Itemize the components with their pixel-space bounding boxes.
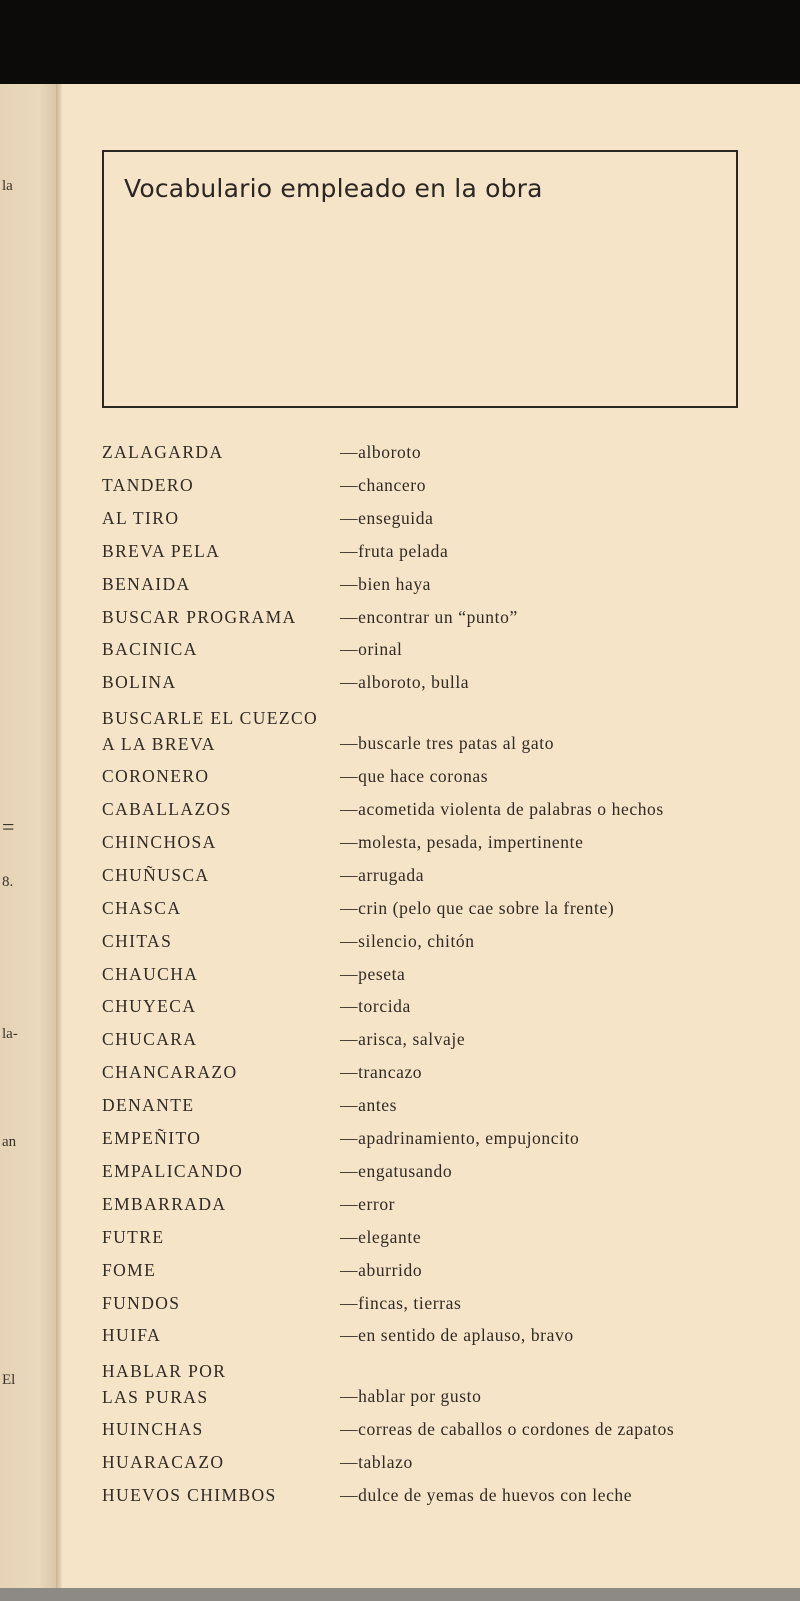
vocabulary-definition: —alboroto, bulla: [340, 672, 470, 693]
vocabulary-definition: —engatusando: [340, 1160, 453, 1181]
vocabulary-definition: —molesta, pesada, impertinente: [340, 831, 584, 852]
vocabulary-definition: —buscarle tres patas al gato: [340, 733, 555, 754]
vocabulary-definition: —apadrinamiento, empujoncito: [340, 1128, 580, 1148]
vocabulary-term: [102, 865, 209, 886]
vocabulary-definition: —trancazo: [340, 1062, 423, 1083]
vocabulary-term: [102, 1358, 226, 1410]
vocabulary-definition: —peseta: [340, 963, 406, 984]
vocabulary-definition: —bien haya: [340, 573, 432, 594]
vocabulary-term: [102, 1029, 197, 1050]
vocabulary-term-line: FUTRE: [102, 1226, 165, 1247]
facing-page-fragment: =: [2, 814, 15, 839]
vocabulary-term: [102, 996, 196, 1017]
vocabulary-term-line: CHUCARA: [102, 1029, 198, 1050]
vocabulary-term: [102, 1419, 204, 1440]
vocabulary-term: [102, 639, 198, 660]
vocabulary-term-line: A LA BREVA: [102, 734, 216, 755]
facing-page-fragment: El: [2, 1372, 16, 1388]
vocabulary-definition: —torcida: [340, 996, 411, 1017]
vocabulary-term-line: EMBARRADA: [102, 1193, 227, 1214]
vocabulary-term-line: CORONERO: [102, 766, 210, 787]
vocabulary-term: [102, 541, 220, 562]
vocabulary-term-line: HUARACAZO: [102, 1452, 225, 1473]
vocabulary-definition: —fruta pelada: [340, 540, 449, 561]
vocabulary-term-line: CHAUCHA: [102, 963, 199, 984]
vocabulary-definition: —arisca, salvaje: [340, 1029, 466, 1050]
vocabulary-term: [102, 964, 198, 985]
vocabulary-term-line: TANDERO: [102, 474, 195, 495]
vocabulary-term-line: BUSCARLE EL CUEZCO: [102, 708, 319, 729]
facing-page-fragment: la: [2, 178, 13, 194]
vocabulary-term: [102, 607, 297, 628]
vocabulary-term-line: HUEVOS CHIMBOS: [102, 1485, 277, 1505]
vocabulary-term: [102, 672, 177, 693]
vocabulary-definition: —correas de caballos o cordones de zapatos: [340, 1419, 675, 1440]
vocabulary-term: [102, 799, 232, 820]
vocabulary-definition: —orinal: [340, 639, 403, 660]
vocabulary-term-line: CABALLAZOS: [102, 799, 232, 819]
document-page: [62, 84, 800, 1588]
vocabulary-definition: —arrugada: [340, 864, 425, 885]
vocabulary-term-line: BUSCAR PROGRAMA: [102, 606, 297, 627]
page-title: Vocabulario empleado en la obra: [124, 174, 543, 203]
vocabulary-term: [102, 832, 217, 853]
vocabulary-term: [102, 1227, 164, 1248]
vocabulary-term-line: CHUYECA: [102, 996, 197, 1017]
vocabulary-term-line: CHUÑUSCA: [102, 864, 210, 885]
vocabulary-term-line: DENANTE: [102, 1095, 195, 1116]
vocabulary-term-line: CHANCARAZO: [102, 1062, 238, 1083]
vocabulary-term: [102, 574, 191, 595]
vocabulary-term: [102, 1062, 238, 1083]
vocabulary-term: [102, 931, 172, 952]
vocabulary-definition: —tablazo: [340, 1452, 413, 1473]
vocabulary-term-line: CHASCA: [102, 897, 182, 918]
vocabulary-term: [102, 1452, 224, 1473]
vocabulary-definition: —error: [340, 1193, 396, 1214]
vocabulary-term-line: HABLAR POR: [102, 1361, 227, 1382]
vocabulary-definition: —dulce de yemas de huevos con leche: [340, 1485, 633, 1505]
vocabulary-term: [102, 1161, 243, 1182]
vocabulary-term: [102, 1128, 201, 1149]
vocabulary-definition: —fincas, tierras: [340, 1292, 462, 1313]
vocabulary-term: [102, 1095, 194, 1116]
vocabulary-definition: —acometida violenta de palabras o hechos: [340, 799, 664, 819]
vocabulary-term: [102, 1293, 180, 1314]
scan-bottom-background: [0, 1588, 800, 1601]
vocabulary-term: [102, 705, 318, 757]
vocabulary-definition: —en sentido de aplauso, bravo: [340, 1325, 574, 1346]
facing-page-fragment: 8.: [2, 874, 14, 890]
vocabulary-definition: —encontrar un “punto”: [340, 606, 518, 627]
vocabulary-term-line: EMPALICANDO: [102, 1160, 244, 1181]
vocabulary-term-line: LAS PURAS: [102, 1387, 209, 1408]
vocabulary-definition: —aburrido: [340, 1259, 423, 1280]
vocabulary-term: [102, 442, 223, 463]
vocabulary-term-line: BACINICA: [102, 639, 198, 660]
vocabulary-term-line: FOME: [102, 1259, 157, 1280]
vocabulary-term-line: BENAIDA: [102, 573, 191, 594]
vocabulary-term-line: BOLINA: [102, 672, 177, 693]
vocabulary-term: [102, 1325, 161, 1346]
vocabulary-term-line: AL TIRO: [102, 507, 180, 528]
vocabulary-term: [102, 475, 194, 496]
vocabulary-term: [102, 898, 181, 919]
vocabulary-definition: —que hace coronas: [340, 766, 489, 787]
vocabulary-term: [102, 1194, 226, 1215]
vocabulary-term: [102, 1260, 156, 1281]
vocabulary-definition: —alboroto: [340, 442, 422, 462]
vocabulary-term-line: ZALAGARDA: [102, 442, 224, 462]
vocabulary-term: [102, 766, 209, 787]
facing-page-fragment: an: [2, 1134, 17, 1150]
vocabulary-term-line: CHINCHOSA: [102, 831, 217, 852]
vocabulary-definition: —chancero: [340, 474, 427, 495]
vocabulary-definition: —crin (pelo que cae sobre la frente): [340, 897, 615, 918]
vocabulary-definition: —silencio, chitón: [340, 930, 475, 951]
vocabulary-definition: —hablar por gusto: [340, 1386, 482, 1407]
vocabulary-term-line: BREVA PELA: [102, 540, 221, 561]
vocabulary-term-line: HUINCHAS: [102, 1419, 204, 1440]
vocabulary-term-line: CHITAS: [102, 930, 173, 951]
facing-page-fragment: la-: [2, 1026, 18, 1042]
vocabulary-term-line: EMPEÑITO: [102, 1128, 202, 1148]
vocabulary-term: [102, 1485, 277, 1506]
vocabulary-definition: —enseguida: [340, 507, 434, 528]
scan-top-background: [0, 0, 800, 84]
vocabulary-definition: —elegante: [340, 1226, 422, 1247]
facing-page-edge: [0, 84, 56, 1588]
vocabulary-term-line: HUIFA: [102, 1325, 162, 1346]
vocabulary-term: [102, 508, 179, 529]
vocabulary-definition: —antes: [340, 1095, 398, 1116]
title-box: [102, 150, 738, 408]
vocabulary-term-line: FUNDOS: [102, 1292, 181, 1313]
